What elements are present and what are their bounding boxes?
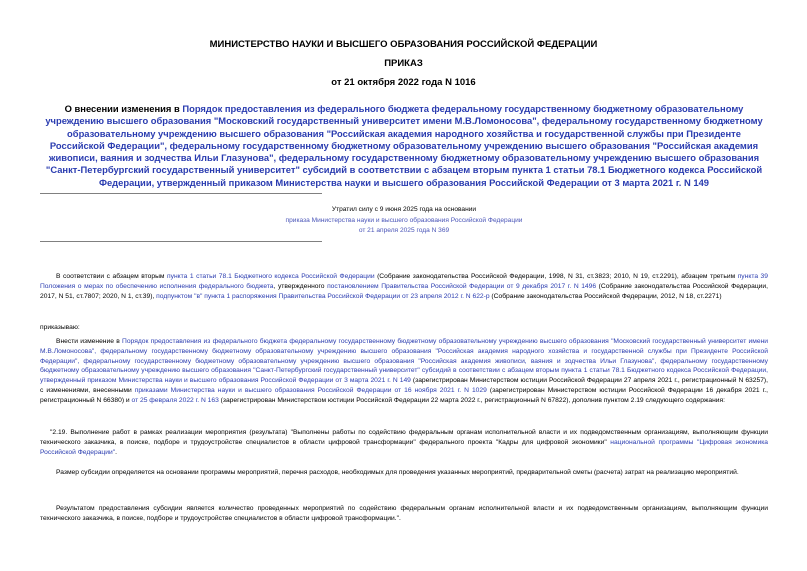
document-type: ПРИКАЗ: [384, 58, 423, 69]
status-note-date-link[interactable]: от 21 апреля 2025 года N 369: [358, 227, 450, 234]
amendment-text-4: (зарегистрирован Министерством юстиции Российской Федерации 22 марта 2022 г., регистрационный N 67822), дополнив пунктом 2.19 следующего содержания:: [218, 396, 726, 404]
paragraph-subsidy-size: Размер субсидии определяется на основании программы мероприятий, перечня расходов, необходимых для проведения указанных мероприятий, предварительной сметы (расчета) затрат на реализацию мероприятий.: [56, 469, 739, 476]
amendment-text-2: (зарегистрирован Министерством юстиции Российской Федерации 27 апреля 2021 г., регистрационный N 63257), с изменениями, внесенными: [40, 377, 768, 394]
ministry-orders-link[interactable]: приказами Министерства науки и высшего образования Российской Федерации от 16 ноября 2021 г. N 1029: [134, 386, 487, 394]
basis-text-1: В соответствии с абзацем вторым: [56, 273, 167, 280]
basis-text-4: (Собрание законодательства Российской Федерации, 2017, N 51, ст.7807; 2020, N 1, ст.39),: [40, 282, 768, 300]
ministry-heading: МИНИСТЕРСТВО НАУКИ И ВЫСШЕГО ОБРАЗОВАНИЯ РОССИЙСКОЙ ФЕДЕРАЦИИ: [209, 39, 598, 50]
title-prefix: О внесении изменения в: [64, 103, 183, 114]
status-note-line1: Утратил силу с 9 июня 2025 года на основании: [331, 206, 477, 213]
divider-bottom: [40, 241, 322, 242]
government-decree-link[interactable]: постановлением Правительства Российской Федерации от 9 декабря 2017 г. N 1496: [327, 282, 597, 290]
status-note-order-link[interactable]: приказа Министерства науки и высшего образования Российской Федерации: [285, 216, 523, 224]
basis-text-3: , утвержденного: [273, 282, 328, 290]
document-title: [40, 103, 768, 189]
basis-text-5: (Собрание законодательства Российской Федерации, 2012, N 18, ст.2271): [489, 292, 722, 300]
paragraph-amendment: [40, 337, 768, 406]
divider-top: [40, 193, 322, 194]
procedure-link[interactable]: Порядок предоставления из федерального бюджета федеральному государственному бюджетному образовательному учреждению высшего образования "Московский государственный университет имени М.В.Ломоносова", федеральному государственному бюджетному образовательному учреждению высшего образования "Российская академия народного хозяйства и государственной службы при Президенте Российской Федерации", федеральному государственному бюджетному образовательному учреждению высшего образования "Российская академия живописи, ваяния и зодчества Ильи Глазунова", федеральному государственному бюджетному образовательному учреждению высшего образования "Санкт-Петербургский государственный университет" субсидий в соответствии с абзацем вторым пункта 1 статьи 78.1 Бюджетного кодекса Российской Федерации, утвержденный приказом Министерства науки и высшего образования Российской Федерации от 3 марта 2021 г. N 149: [40, 338, 769, 385]
government-order-link[interactable]: подпунктом "в" пункта 1 распоряжения Правительства Российской Федерации от 23 апреля 2012 г. N 622-р: [156, 292, 490, 300]
order-163-link[interactable]: от 25 февраля 2022 г. N 163: [131, 396, 219, 404]
item-2-19-end: .: [115, 448, 117, 456]
paragraph-subsidy-result: Результатом предоставления субсидии является количество проведенных мероприятий по содействию федеральным органам исполнительной власти и их подведомственным организациям, выполняющим функции технического заказчика, в поиске, подборе и трудоустройстве специалистов в области цифровой трансформации.".: [40, 505, 768, 522]
budget-code-link[interactable]: пункта 1 статьи 78.1 Бюджетного кодекса Российской Федерации: [167, 273, 375, 280]
status-note: [190, 205, 618, 237]
document-date-number: от 21 октября 2022 года N 1016: [331, 77, 476, 88]
item-2-19-text: "2.19. Выполнение работ в рамках реализации мероприятия (результата) "Выполнены работы по содействию федеральным органам исполнительной власти и их подведомственным организациям, выполняющим функции технического заказчика, в поиске, подборе и трудоустройстве специалистов в области цифровой трансформации" федерального проекта "Кадры для цифровой экономики": [40, 429, 768, 446]
regulation-link[interactable]: пункта 39 Положения о мерах по обеспечению исполнения федерального бюджета: [40, 273, 768, 290]
prikazyvayu-label: приказываю:: [40, 324, 80, 331]
title-order-link[interactable]: Порядок предоставления из федерального бюджета федеральному государственному бюджетному образовательному учреждению высшего образования "Московский государственный университет имени М.В.Ломоносова", федеральному государственному бюджетному образовательному учреждению высшего образования "Российская академия народного хозяйства и государственной службы при Президенте Российской Федерации", федеральному государственному бюджетному образовательному учреждению высшего образования "Российская академия живописи, ваяния и зодчества Ильи Глазунова", федеральному государственному бюджетному образовательному учреждению высшего образования "Санкт-Петербургский государственный университет" субсидий в соответствии с абзацем вторым пункта 1 статьи 78.1 Бюджетного кодекса Российской Федерации, утвержденный приказом Министерства науки и высшего образования Российской Федерации от 3 марта 2021 г. N 149: [45, 103, 763, 188]
amendment-text-1: Внести изменение в: [56, 338, 123, 345]
amendment-text-3: (зарегистрирован Министерством юстиции Российской Федерации 16 декабря 2021 г., регистрационный N 66380) и: [40, 386, 768, 404]
basis-text-2: (Собрание законодательства Российской Федерации, 1998, N 31, ст.3823; 2010, N 19, ст.2291), абзацем третьим: [374, 273, 738, 280]
paragraph-item-2-19: [40, 428, 768, 457]
paragraph-basis: [40, 272, 768, 301]
national-program-link[interactable]: национальной программы "Цифровая экономика Российской Федерации": [40, 438, 768, 456]
